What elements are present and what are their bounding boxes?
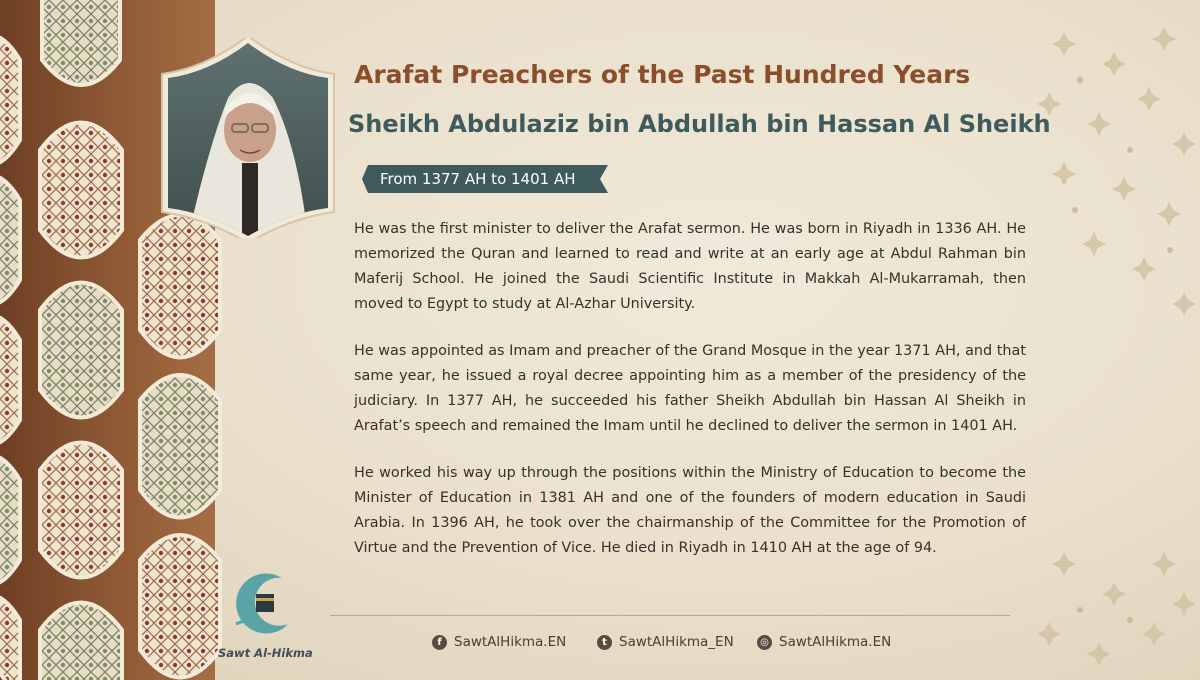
instagram-icon: ◎	[757, 635, 772, 650]
bio-paragraph-1: He was the first minister to deliver the Arafat sermon. He was born in Riyadh in 1336 AH. He memorized the Quran and learned to read and write at an early age at Abdul Rahman bin Maferij School. He joined the Saudi Scientific Institute in Makkah Al-Mukarramah, then moved to Egypt to study at Al-Azhar University.	[354, 221, 1026, 312]
instagram-handle: SawtAlHikma.EN	[779, 634, 892, 650]
period-label: From 1377 AH to 1401 AH	[380, 170, 576, 188]
facebook-icon: f	[432, 635, 447, 650]
facebook-link[interactable]	[432, 634, 566, 650]
portrait-frame	[148, 38, 348, 238]
twitter-link[interactable]	[597, 634, 734, 650]
bio-paragraph-3: He worked his way up through the positions within the Ministry of Education to become the Minister of Education in 1381 AH and one of the founders of modern education in Saudi Arabia. In 1396 AH, he took over the chairmanship of the Committee for the Promotion of Virtue and the Prevention of Vice. He died in Riyadh in 1410 AH at the age of 94.	[354, 465, 1026, 556]
brand-name: Sawt Al-Hikma	[218, 646, 313, 660]
brand-logo	[222, 568, 302, 640]
footer-divider	[330, 615, 1010, 616]
bio-paragraph-2: He was appointed as Imam and preacher of the Grand Mosque in the year 1371 AH, and that same year, he issued a royal decree appointing him as a member of the presidency of the judiciary. In 1377 AH, he succeeded his father Sheikh Abdullah bin Hassan Al Sheikh in Arafat’s speech and remained the Imam until he declined to deliver the sermon in 1401 AH.	[354, 343, 1026, 434]
sheikh-name: Sheikh Abdulaziz bin Abdullah bin Hassan Al Sheikh	[348, 110, 1051, 138]
instagram-link[interactable]	[757, 634, 891, 650]
twitter-icon: t	[597, 635, 612, 650]
facebook-handle: SawtAlHikma.EN	[454, 634, 567, 650]
twitter-handle: SawtAlHikma_EN	[619, 634, 734, 650]
page-title: Arafat Preachers of the Past Hundred Years	[354, 60, 971, 89]
